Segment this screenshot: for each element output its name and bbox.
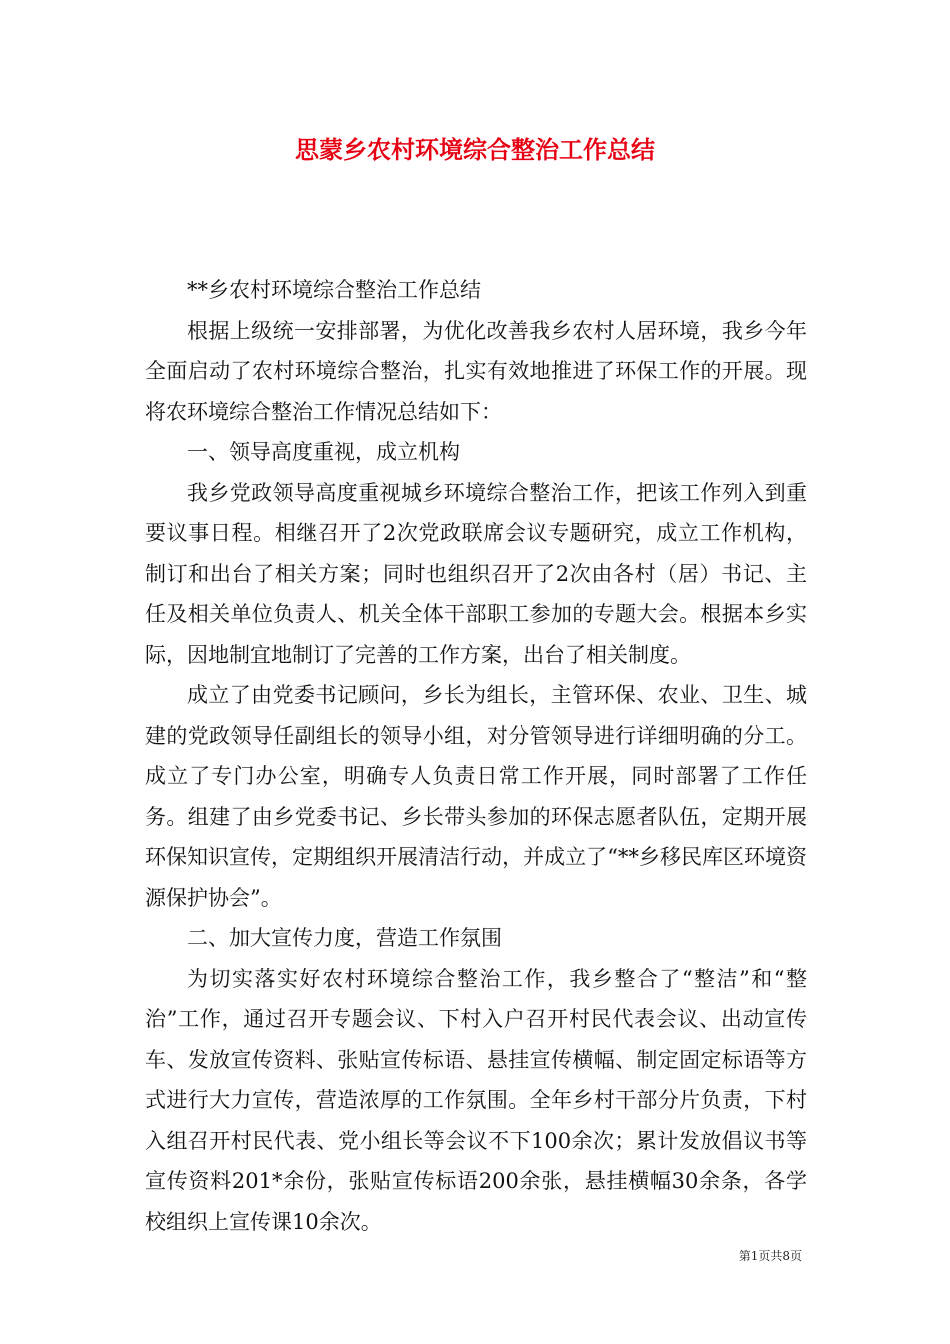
body-paragraph: 我乡党政领导高度重视城乡环境综合整治工作，把该工作列入到重要议事日程。相继召开了2次党政联席会议专题研究，成立工作机构，制订和出台了相关方案；同时也组织召开了2次由各村（居）书记、主任及相关单位负责人、机关全体干部职工参加的专题大会。根据本乡实际，因地制宜地制订了完善的工作方案，出台了相关制度。 [145,480,807,667]
body-heading: **乡农村环境综合整治工作总结 [187,278,481,302]
body-paragraph: 成立了由党委书记顾问，乡长为组长，主管环保、农业、卫生、城建的党政领导任副组长的领导小组，对分管领导进行详细明确的分工。成立了专门办公室，明确专人负责日常工作开展，同时部署了工作任务。组建了由乡党委书记、乡长带头参加的环保志愿者队伍，定期开展环保知识宣传，定期组织开展清洁行动，并成立了“**乡移民库区环境资源保护协会”。 [145,683,807,910]
body-paragraph: 根据上级统一安排部署，为优化改善我乡农村人居环境，我乡今年全面启动了农村环境综合整治，扎实有效地推进了环保工作的开展。现将农环境综合整治工作情况总结如下： [145,318,807,424]
section-heading: 一、领导高度重视，成立机构 [187,440,460,464]
document-body [145,270,807,1242]
page-number: 第1页共8页 [738,1249,802,1263]
document-title: 思蒙乡农村环境综合整治工作总结 [295,136,655,164]
body-paragraph: 为切实落实好农村环境综合整治工作，我乡整合了“整洁”和“整治”工作，通过召开专题会议、下村入户召开村民代表会议、出动宣传车、发放宣传资料、张贴宣传标语、悬挂宣传横幅、制定固定标语等方式进行大力宣传，营造浓厚的工作氛围。全年乡村干部分片负责，下村入组召开村民代表、党小组长等会议不下100余次；累计发放倡议书等宣传资料201*余份，张贴宣传标语200余张，悬挂横幅30余条，各学校组织上宣传课10余次。 [145,966,807,1234]
section-heading: 二、加大宣传力度，营造工作氛围 [187,926,502,950]
